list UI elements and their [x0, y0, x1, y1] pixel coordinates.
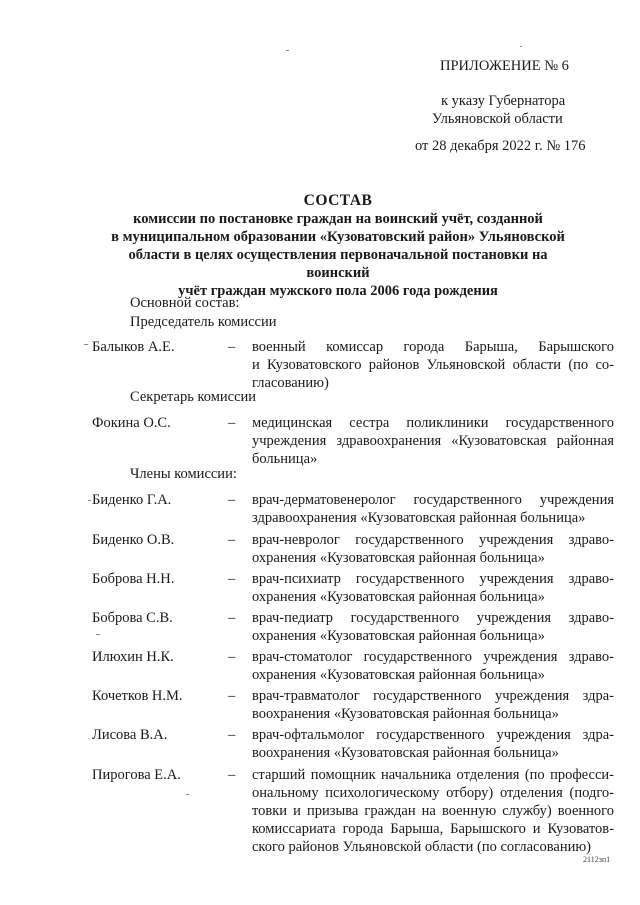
scan-speck	[186, 794, 189, 795]
position-line: врач-психиатр государственного учреждения здраво-	[252, 571, 614, 587]
position-line: ского районов Ульяновской области (по согласованию)	[252, 839, 592, 855]
decree-reference-line2: Ульяновской области	[432, 111, 563, 127]
member-name: Биденко Г.А.	[92, 492, 172, 508]
title-line: области в целях осуществления первоначальной постановки на воинский	[128, 247, 548, 281]
position-line: медицинская сестра поликлиники государственного	[252, 415, 614, 431]
position-line: больница»	[252, 451, 318, 467]
member-name: Пирогова Е.А.	[92, 767, 181, 783]
scan-speck	[88, 500, 91, 501]
position-line: охранения «Кузоватовская районная больница»	[252, 589, 545, 605]
section-members: Члены комиссии:	[130, 466, 237, 482]
dash-separator: –	[228, 339, 236, 355]
member-position	[252, 338, 614, 392]
position-line: охранения «Кузоватовская районная больница»	[252, 667, 545, 683]
dash-separator: –	[228, 688, 236, 704]
footer-document-code: 2112зп1	[583, 855, 611, 864]
document-title	[96, 192, 580, 300]
position-line: охранения «Кузоватовская районная больница»	[252, 550, 545, 566]
position-line: комиссариата города Барыша, Барышского и Кузоватов-	[252, 821, 614, 837]
position-line: и Кузоватовского районов Ульяновской области (по со-	[252, 357, 614, 373]
scan-speck	[520, 46, 522, 47]
dash-separator: –	[228, 727, 236, 743]
dash-separator: –	[228, 649, 236, 665]
dash-separator: –	[228, 571, 236, 587]
member-name: Биденко О.В.	[92, 532, 175, 548]
title-line: в муниципальном образовании «Кузоватовский район» Ульяновской	[111, 229, 565, 245]
title-line: учёт граждан мужского пола 2006 года рождения	[178, 283, 498, 299]
member-position	[252, 766, 614, 856]
scan-speck	[84, 344, 88, 345]
member-name: Лисова В.А.	[92, 727, 168, 743]
member-name: Фокина О.С.	[92, 415, 171, 431]
member-position	[252, 648, 614, 684]
member-position	[252, 491, 614, 527]
position-line: врач-педиатр государственного учреждения здраво-	[252, 610, 614, 626]
position-line: товки и призыва граждан на военную службу) военного	[252, 803, 614, 819]
dash-separator: –	[228, 532, 236, 548]
position-line: воохранения «Кузоватовская районная больница»	[252, 745, 559, 761]
scan-speck	[96, 634, 100, 635]
member-name: Кочетков Н.М.	[92, 688, 183, 704]
position-line: врач-невролог государственного учреждения здраво-	[252, 532, 614, 548]
position-line: врач-травматолог государственного учреждения здра-	[252, 688, 614, 704]
position-line: врач-дерматовенеролог государственного учреждения	[252, 492, 614, 508]
dash-separator: –	[228, 415, 236, 431]
member-position	[252, 414, 614, 468]
position-line: ональному психологическому отбору) отделения (подго-	[252, 785, 614, 801]
member-position	[252, 531, 614, 567]
position-line: воохранения «Кузоватовская районная больница»	[252, 706, 559, 722]
dash-separator: –	[228, 767, 236, 783]
position-line: гласованию)	[252, 375, 329, 391]
position-line: здравоохранения «Кузоватовская районная больница»	[252, 510, 586, 526]
member-name: Боброва С.В.	[92, 610, 173, 626]
member-position	[252, 609, 614, 645]
position-line: учреждения здравоохранения «Кузоватовская районная	[252, 433, 614, 449]
section-chair: Председатель комиссии	[130, 314, 277, 330]
position-line: военный комиссар города Барыша, Барышского	[252, 339, 614, 355]
position-line: врач-стоматолог государственного учреждения здраво-	[252, 649, 614, 665]
decree-reference-line1: к указу Губернатора	[441, 93, 566, 109]
member-name: Боброва Н.Н.	[92, 571, 175, 587]
section-main-composition: Основной состав:	[130, 295, 240, 311]
title-heading: СОСТАВ	[303, 192, 373, 209]
dash-separator: –	[228, 492, 236, 508]
decree-date-number: от 28 декабря 2022 г. № 176	[415, 138, 586, 154]
position-line: старший помощник начальника отделения (по професси-	[252, 767, 614, 783]
scan-speck	[286, 50, 289, 51]
position-line: охранения «Кузоватовская районная больница»	[252, 628, 545, 644]
position-line: врач-офтальмолог государственного учреждения здра-	[252, 727, 614, 743]
appendix-label: ПРИЛОЖЕНИЕ № 6	[440, 58, 569, 74]
member-name: Балыков А.Е.	[92, 339, 175, 355]
dash-separator: –	[228, 610, 236, 626]
member-name: Илюхин Н.К.	[92, 649, 174, 665]
member-position	[252, 570, 614, 606]
title-line: комиссии по постановке граждан на воинский учёт, созданной	[133, 211, 543, 227]
member-position	[252, 726, 614, 762]
member-position	[252, 687, 614, 723]
section-secretary: Секретарь комиссии	[130, 389, 257, 405]
